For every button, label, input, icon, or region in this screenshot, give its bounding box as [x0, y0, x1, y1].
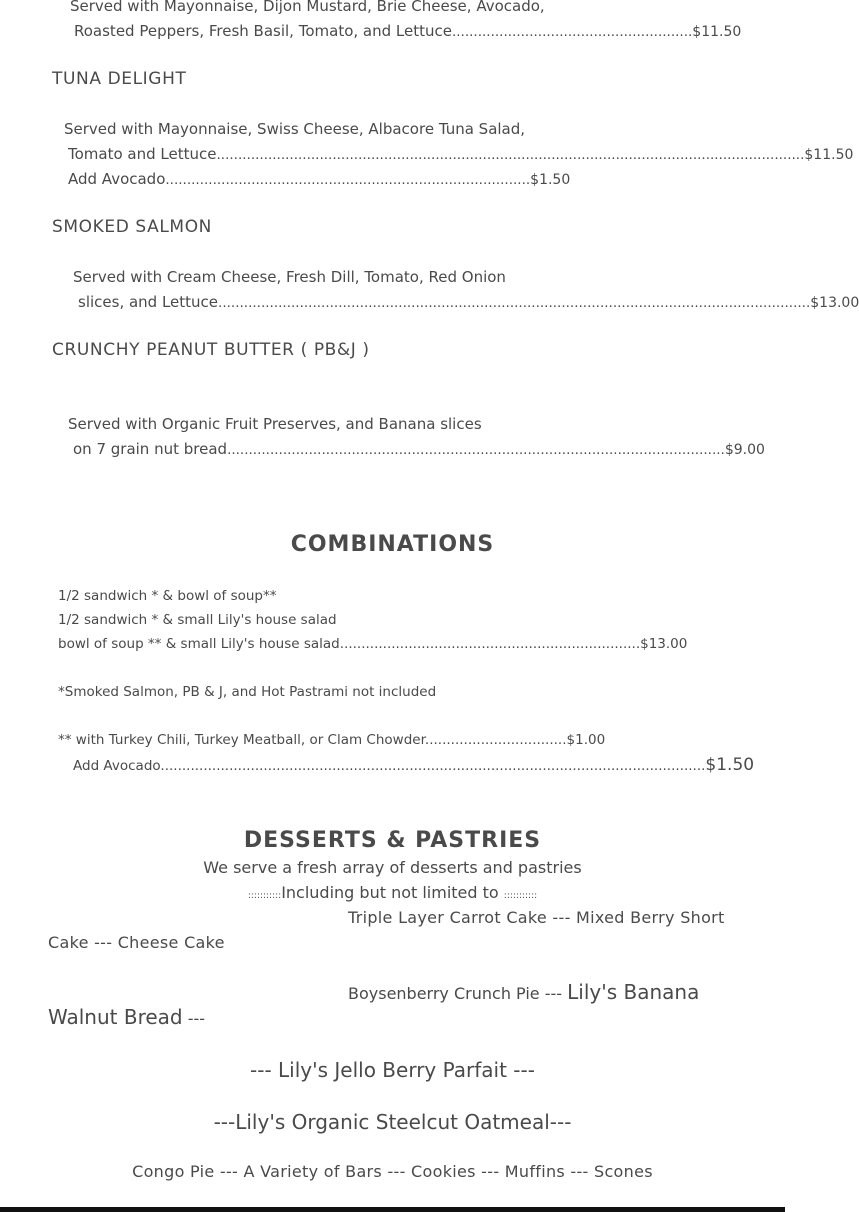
- dot-leader: ....................................................................................................................: [227, 442, 725, 458]
- dessert-line: [48, 1007, 205, 1029]
- dot-leader: ........................................................: [451, 24, 693, 40]
- addon-price: $1.50: [530, 172, 571, 188]
- item-description-priced-line: [78, 292, 859, 313]
- combo-note: *Smoked Salmon, PB & J, and Hot Pastrami not included: [58, 684, 437, 700]
- addon-text: Add Avocado: [73, 758, 161, 774]
- combo-soup-note: [58, 730, 605, 750]
- dessert-line: [348, 982, 699, 1004]
- dessert-line: Triple Layer Carrot Cake --- Mixed Berry Short: [348, 908, 725, 927]
- desserts-intro: [0, 883, 785, 902]
- item-description-priced-line: [74, 21, 741, 42]
- dot-leader: .....................................................................................: [165, 172, 531, 188]
- desserts-subtitle: We serve a fresh array of desserts and pastries: [203, 858, 582, 877]
- item-price: $11.50: [804, 147, 854, 163]
- dessert-text-featured: Lily's Banana: [567, 980, 700, 1004]
- item-description-priced-line: [68, 144, 853, 165]
- decorative-colons: :::::::::::: [247, 891, 282, 901]
- item-price: $11.50: [692, 24, 742, 40]
- decorative-colons: :::::::::::: [503, 891, 538, 901]
- dessert-text-featured: Walnut Bread: [48, 1005, 183, 1029]
- combo-addon-line: [73, 755, 754, 776]
- dot-leader: .................................: [424, 732, 567, 748]
- dessert-text: Boysenberry Crunch Pie ---: [348, 984, 568, 1003]
- combo-line: 1/2 sandwich * & bowl of soup**: [58, 588, 277, 604]
- section-title-desserts: DESSERTS & PASTRIES: [243, 828, 542, 853]
- item-title-salmon: SMOKED SALMON: [52, 217, 212, 237]
- dot-leader: ......................................................................: [339, 636, 641, 652]
- item-description-text: Roasted Peppers, Fresh Basil, Tomato, and Lettuce: [74, 22, 452, 40]
- item-price: $9.00: [724, 442, 765, 458]
- item-title-pbj: CRUNCHY PEANUT BUTTER ( PB&J ): [52, 340, 370, 360]
- item-description-line: Served with Organic Fruit Preserves, and Banana slices: [68, 415, 482, 433]
- item-description-text: slices, and Lettuce: [78, 293, 219, 311]
- combo-text: bowl of soup ** & small Lily's house salad: [58, 636, 340, 652]
- combo-price: $13.00: [640, 636, 688, 652]
- section-title-combinations: COMBINATIONS: [290, 532, 495, 557]
- item-description-text: Tomato and Lettuce: [68, 145, 217, 163]
- combo-priced-line: [58, 634, 687, 654]
- dessert-text: ---: [182, 1009, 206, 1028]
- item-price: $13.00: [810, 295, 859, 311]
- addon-line: [68, 169, 570, 190]
- dot-leader: ...............................................................................................................................: [160, 758, 706, 774]
- item-description-line: Served with Mayonnaise, Dijon Mustard, Brie Cheese, Avocado,: [70, 0, 545, 15]
- addon-text: Add Avocado: [68, 170, 166, 188]
- item-description-line: Served with Mayonnaise, Swiss Cheese, Albacore Tuna Salad,: [64, 120, 526, 138]
- combo-note-price: $1.00: [566, 732, 606, 748]
- dot-leader: .........................................................................................................................................: [216, 147, 805, 163]
- combo-note-text: ** with Turkey Chili, Turkey Meatball, or Clam Chowder: [58, 732, 425, 748]
- item-description-line: Served with Cream Cheese, Fresh Dill, Tomato, Red Onion: [73, 268, 506, 286]
- dessert-list-last: Congo Pie --- A Variety of Bars --- Cookies --- Muffins --- Scones: [132, 1162, 653, 1181]
- page-bottom-border: [0, 1207, 785, 1212]
- dot-leader: ..........................................................................................................................................: [218, 295, 811, 311]
- combo-line: 1/2 sandwich * & small Lily's house salad: [58, 612, 337, 628]
- item-description-priced-line: [73, 439, 765, 460]
- intro-text: Including but not limited to: [281, 883, 499, 902]
- dessert-parfait: --- Lily's Jello Berry Parfait ---: [250, 1058, 535, 1082]
- dessert-line: Cake --- Cheese Cake: [48, 933, 225, 952]
- item-title-tuna: TUNA DELIGHT: [52, 69, 187, 89]
- addon-price: $1.50: [705, 755, 755, 775]
- dessert-oatmeal: ---Lily's Organic Steelcut Oatmeal---: [213, 1110, 572, 1134]
- item-description-text: on 7 grain nut bread: [73, 440, 228, 458]
